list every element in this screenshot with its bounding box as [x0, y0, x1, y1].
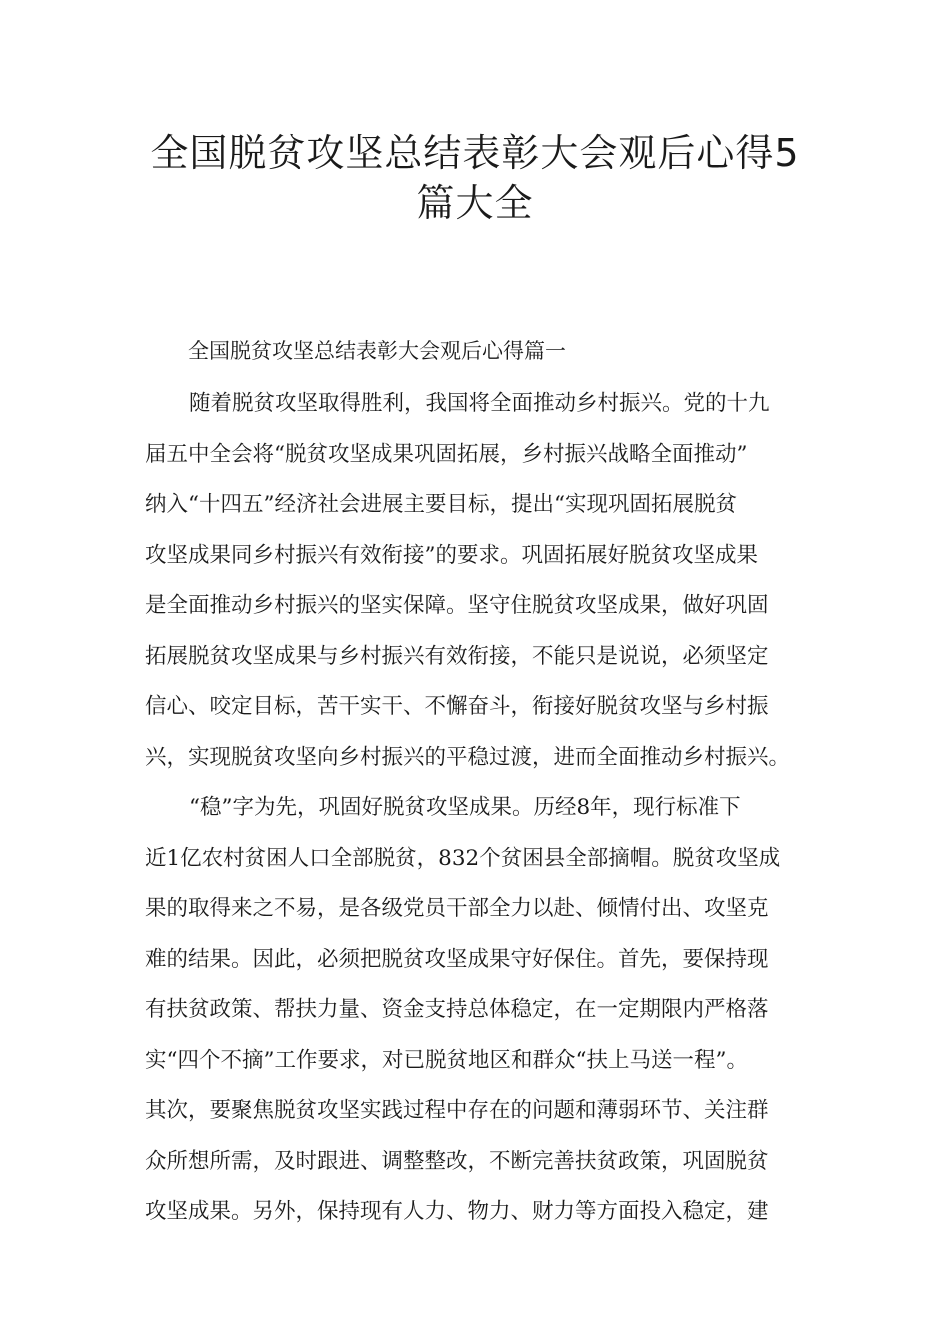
paragraph-line: 难的结果。因此，必须把脱贫攻坚成果守好保住。首先，要保持现 — [145, 946, 769, 972]
paragraph-line: 纳入“十四五”经济社会进展主要目标，提出“实现巩固拓展脱贫 — [145, 492, 737, 517]
paragraph-line: 攻坚成果。另外，保持现有人力、物力、财力等方面投入稳定，建 — [145, 1199, 769, 1224]
paragraph-line: 果的取得来之不易，是各级党员干部全力以赴、倾情付出、攻坚克 — [145, 896, 769, 921]
body-text — [145, 383, 810, 1242]
paragraph-line: “稳”字为先，巩固好脱贫攻坚成果。历经8年，现行标准下 — [189, 795, 741, 820]
paragraph-line: 随着脱贫攻坚取得胜利，我国将全面推动乡村振兴。党的十九 — [189, 391, 770, 416]
paragraph-line: 其次，要聚焦脱贫攻坚实践过程中存在的问题和薄弱环节、关注群 — [145, 1098, 769, 1123]
paragraph-line: 实“四个不摘”工作要求，对已脱贫地区和群众“扶上马送一程”。 — [145, 1047, 748, 1073]
paragraph-line: 兴，实现脱贫攻坚向乡村振兴的平稳过渡，进而全面推动乡村振兴。 — [145, 744, 791, 770]
paragraph-line: 有扶贫政策、帮扶力量、资金支持总体稳定，在一定期限内严格落 — [145, 997, 769, 1022]
paragraph-line: 信心、咬定目标，苦干实干、不懈奋斗，衔接好脱贫攻坚与乡村振 — [145, 694, 769, 719]
section-heading: 全国脱贫攻坚总结表彰大会观后心得篇一 — [188, 339, 566, 363]
paragraph-line: 近1亿农村贫困人口全部脱贫，832个贫困县全部摘帽。脱贫攻坚成 — [145, 845, 781, 871]
paragraph-line: 攻坚成果同乡村振兴有效衔接”的要求。巩固拓展好脱贫攻坚成果 — [145, 542, 758, 568]
document-title: 全国脱贫攻坚总结表彰大会观后心得5篇大全 — [150, 131, 800, 225]
paragraph-line: 众所想所需，及时跟进、调整整改，不断完善扶贫政策，巩固脱贫 — [145, 1148, 769, 1174]
paragraph-line: 拓展脱贫攻坚成果与乡村振兴有效衔接，不能只是说说，必须坚定 — [145, 643, 769, 669]
paragraph-line: 是全面推动乡村振兴的坚实保障。坚守住脱贫攻坚成果，做好巩固 — [145, 593, 769, 618]
paragraph-line: 届五中全会将“脱贫攻坚成果巩固拓展，乡村振兴战略全面推动” — [145, 441, 748, 467]
